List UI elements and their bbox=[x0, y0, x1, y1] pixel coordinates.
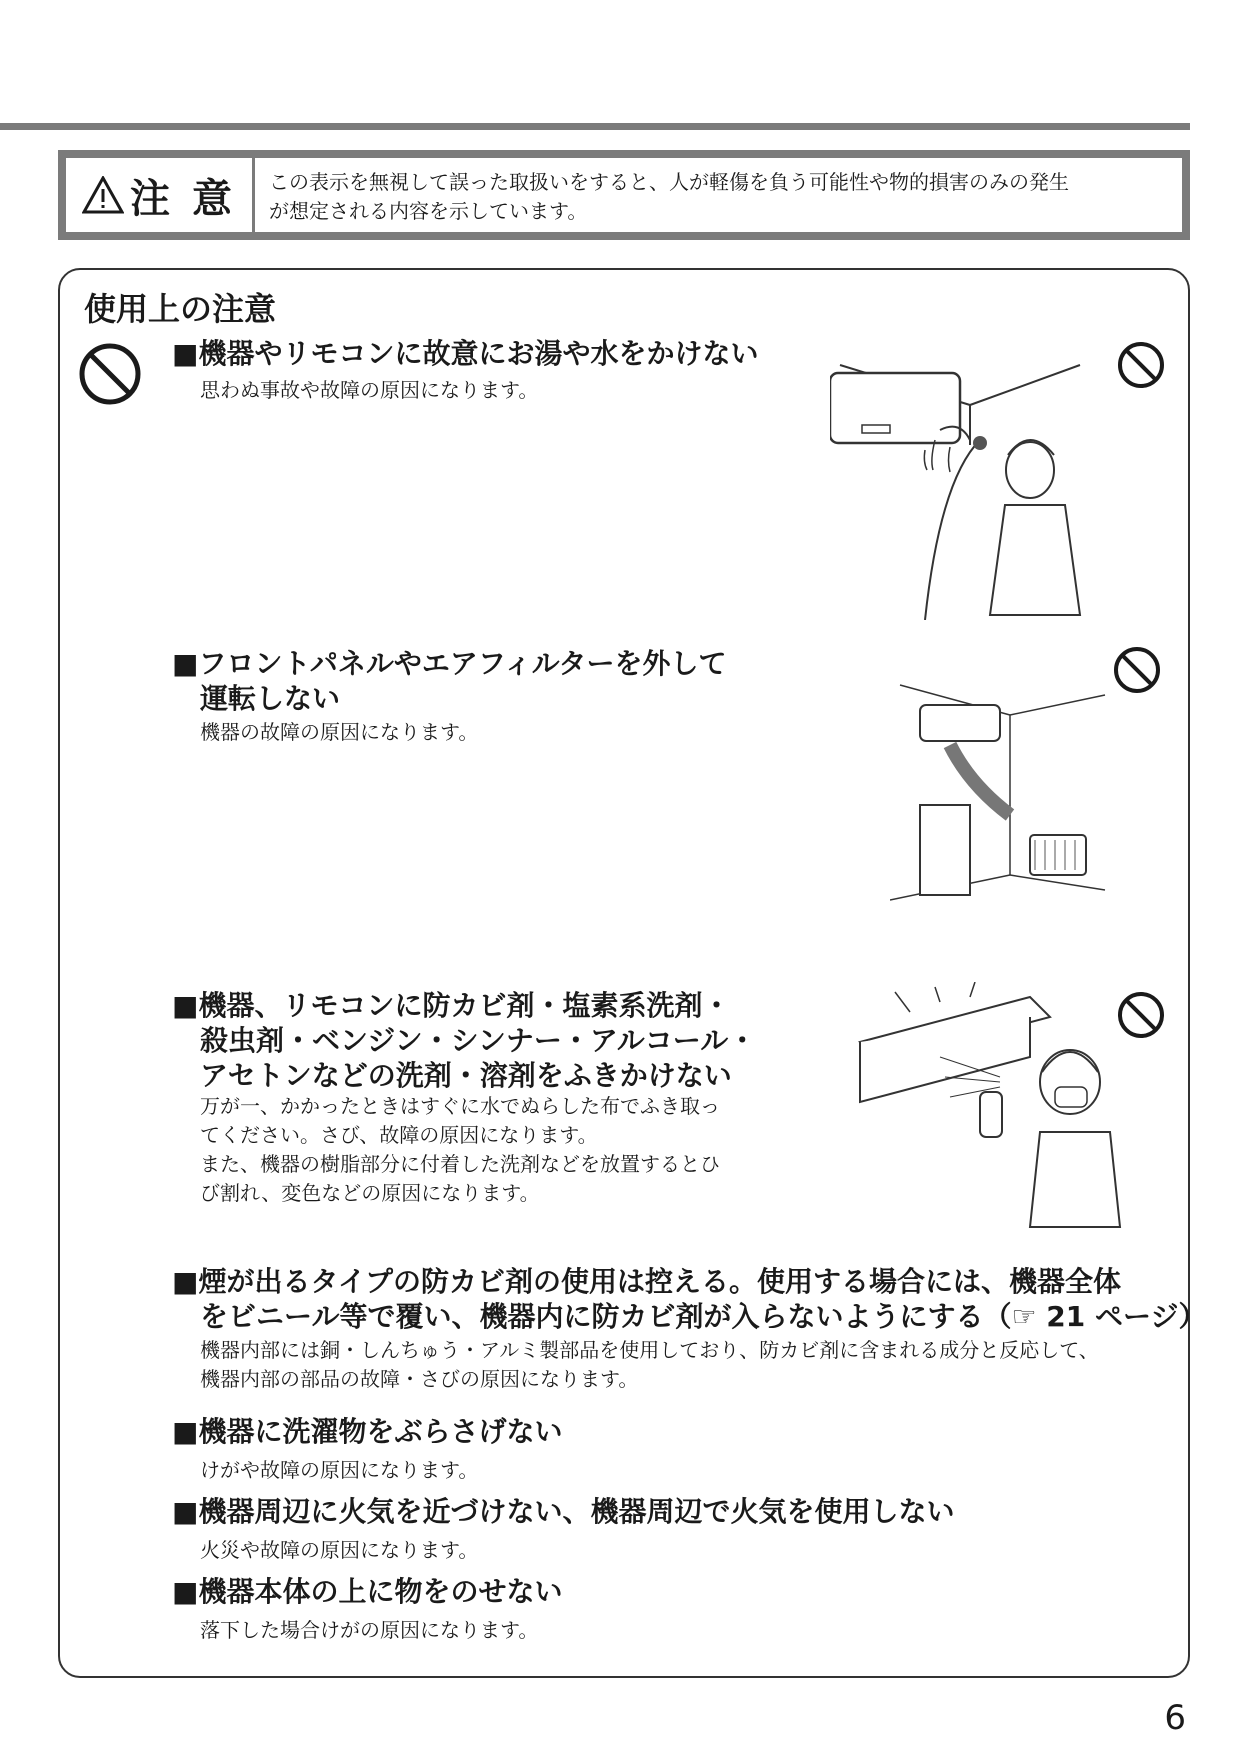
prohibition-icon-small bbox=[1116, 340, 1166, 390]
item-desc-laundry: けがや故障の原因になります。 bbox=[200, 1458, 479, 1482]
item-desc-fire: 火災や故障の原因になります。 bbox=[200, 1538, 479, 1562]
item-desc-chemicals: 万が一、かかったときはすぐに水でぬらした布でふき取っ てください。さび、故障の原因になります。 また、機器の樹脂部分に付着した洗剤などを放置するとひ び割れ、変色などの原因になります。 bbox=[200, 1094, 720, 1205]
illustration-spray-chemical bbox=[850, 982, 1130, 1232]
item-title-fire: ■機器周辺に火気を近づけない、機器周辺で火気を使用しない bbox=[172, 1495, 955, 1528]
caution-label-text: 注 意 bbox=[130, 175, 236, 222]
prohibition-icon-small bbox=[1116, 990, 1166, 1040]
warning-triangle-icon bbox=[82, 176, 124, 214]
item-title-objects-on-top: ■機器本体の上に物をのせない bbox=[172, 1575, 563, 1608]
caution-box bbox=[58, 150, 1190, 240]
prohibition-icon-small bbox=[1112, 645, 1162, 695]
item-title-smoke-fungicide: ■煙が出るタイプの防カビ剤の使用は控える。使用する場合には、機器全体 をビニール等で覆い、機器内に防カビ剤が入らないようにする（☞ 21 ページ） bbox=[172, 1265, 1207, 1333]
caution-text: この表示を無視して誤った取扱いをすると、人が軽傷を負う可能性や物的損害のみの発生 が想定される内容を示しています。 bbox=[269, 170, 1069, 223]
prohibition-icon bbox=[78, 342, 142, 406]
item-desc-smoke-fungicide: 機器内部には銅・しんちゅう・アルミ製部品を使用しており、防カビ剤に含まれる成分と反応して、 機器内部の部品の故障・さびの原因になります。 bbox=[200, 1338, 1099, 1391]
page-number: 6 bbox=[1164, 1698, 1186, 1738]
item-desc-panel-filter: 機器の故障の原因になります。 bbox=[200, 720, 479, 744]
caution-label bbox=[66, 158, 255, 232]
top-rule bbox=[0, 123, 1190, 130]
item-title-water: ■機器やリモコンに故意にお湯や水をかけない bbox=[172, 337, 759, 370]
item-desc-objects-on-top: 落下した場合けがの原因になります。 bbox=[200, 1618, 539, 1642]
item-title-panel-filter: ■フロントパネルやエアフィルターを外して 運転しない bbox=[172, 647, 727, 715]
section-title: 使用上の注意 bbox=[84, 290, 277, 328]
item-title-laundry: ■機器に洗濯物をぶらさげない bbox=[172, 1415, 563, 1448]
illustration-water-spray bbox=[830, 355, 1090, 620]
illustration-filter-removed bbox=[890, 675, 1110, 905]
item-title-chemicals: ■機器、リモコンに防カビ剤・塩素系洗剤・ 殺虫剤・ベンジン・シンナー・アルコール・ アセトンなどの洗剤・溶剤をふきかけない bbox=[172, 989, 757, 1092]
item-desc-water: 思わぬ事故や故障の原因になります。 bbox=[200, 378, 539, 402]
